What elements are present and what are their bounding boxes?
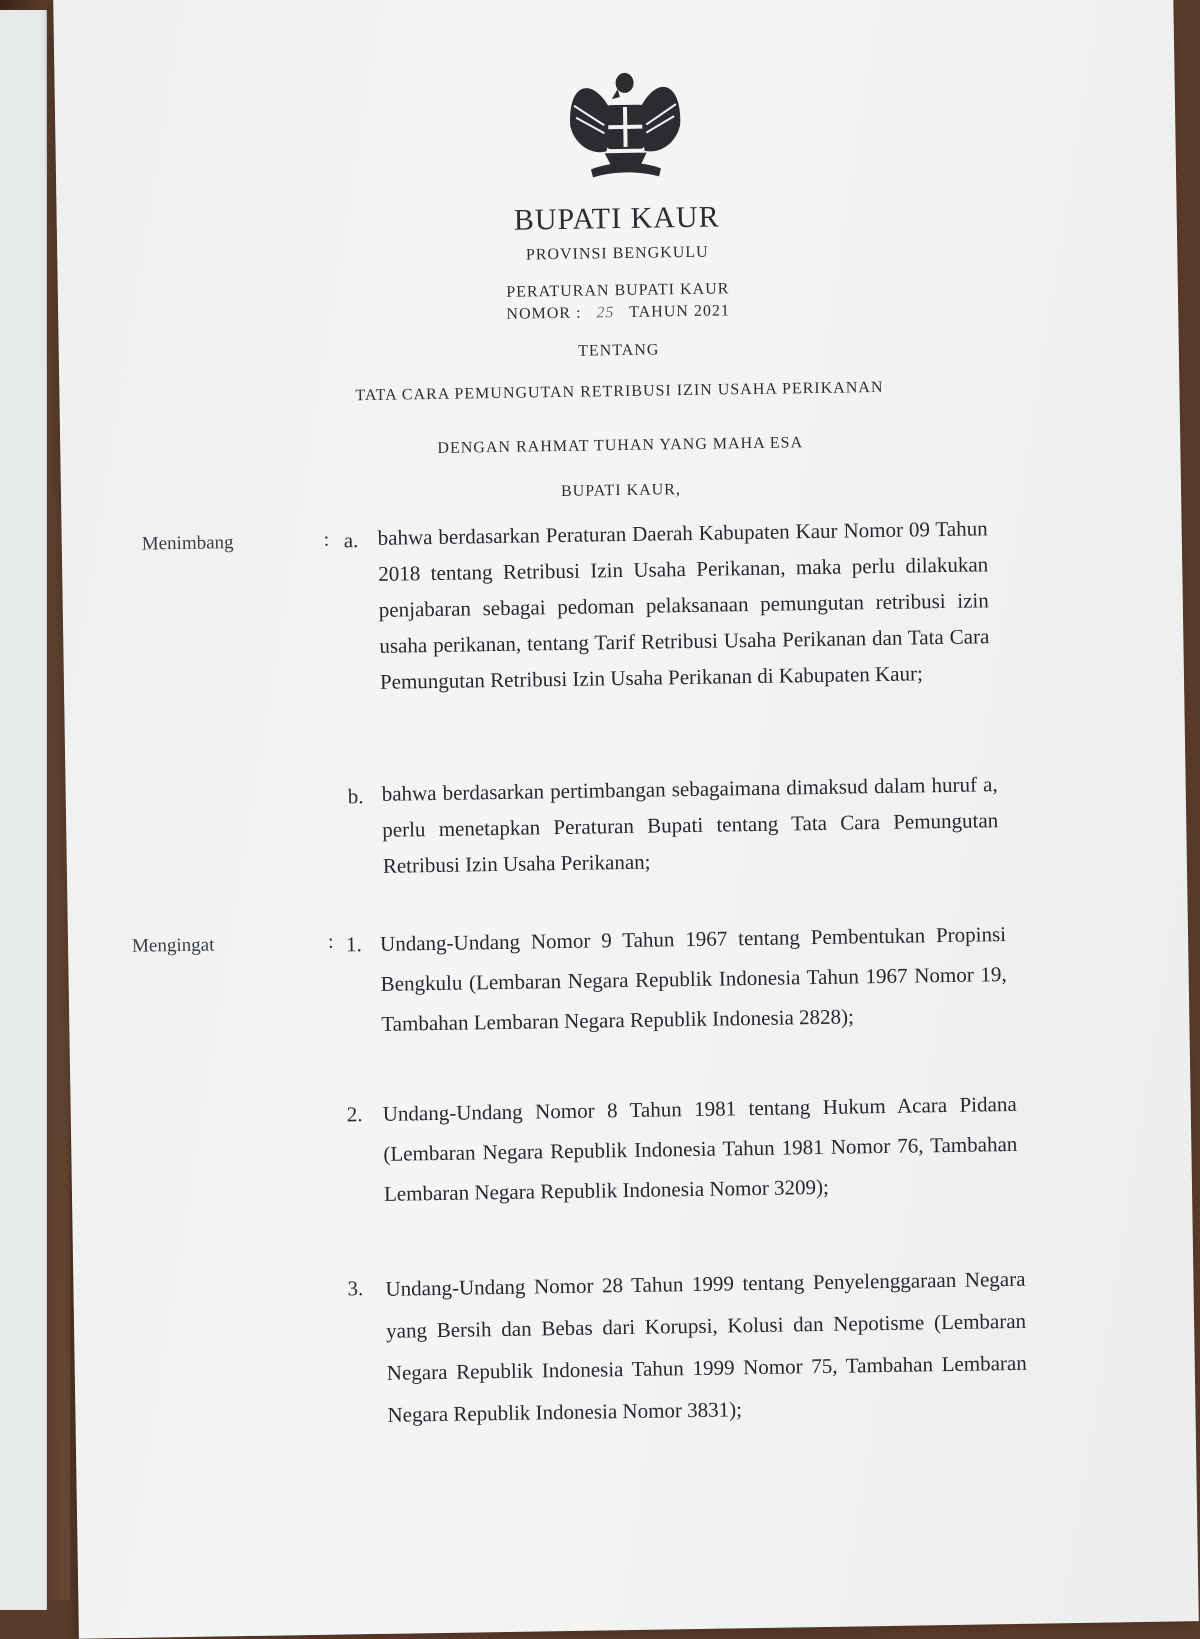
menimbang-marker-b: b. [347, 784, 364, 809]
mengingat-item-3: Undang-Undang Nomor 28 Tahun 1999 tentang Penyelenggaraan Negara yang Bersih dan Bebas dari Korupsi, Kolusi dan Nepotisme (Lembaran Negara Republik Indonesia Tahun 1999 Nomor 75, Tambahan Lembaran Negara Republik Indonesia Nomor 3831); [385, 1266, 1027, 1427]
underlying-paper-sheet [0, 10, 47, 1610]
mengingat-item-2: Undang-Undang Nomor 8 Tahun 1981 tentang Hukum Acara Pidana (Lembaran Negara Republik Indonesia Tahun 1981 Nomor 76, Tambahan Lembaran Negara Republik Indonesia Nomor 3209); [382, 1091, 1018, 1206]
regulation-number: 25 [596, 304, 615, 322]
mengingat-label: Mengingat [131, 934, 215, 957]
menimbang-item-a: bahwa berdasarkan Peraturan Daerah Kabupaten Kaur Nomor 09 Tahun 2018 tentang Retribusi Izin Usaha Perikanan, maka perlu dilakukan penjabaran sebagai pedoman pelaksanaan pemungutan retribusi izin usaha perikanan, tentang Tarif Retribusi Usaha Perikanan dan Tata Cara Pemungutan Retribusi Izin Usaha Perikanan di Kabupaten Kaur; [377, 516, 990, 694]
menimbang-marker-a: a. [343, 528, 359, 553]
regulation-type: PERATURAN BUPATI KAUR [506, 280, 730, 301]
province-name: PROVINSI BENGKULU [525, 243, 709, 264]
issuer-title: BUPATI KAUR [513, 200, 720, 237]
tentang-heading: TENTANG [578, 341, 660, 360]
garuda-emblem-icon [559, 64, 691, 191]
menimbang-label: Menimbang [141, 532, 234, 555]
mengingat-item-1: Undang-Undang Nomor 9 Tahun 1967 tentang Pembentukan Propinsi Bengkulu (Lembaran Negara Republik Indonesia Tahun 1967 Nomor 19, Tambahan Lembaran Negara Republik Indonesia 2828); [379, 922, 1007, 1036]
number-prefix: NOMOR : [506, 304, 582, 323]
document-page [53, 0, 1199, 1639]
mengingat-marker-3: 3. [347, 1276, 364, 1301]
regulation-subject: TATA CARA PEMUNGUTAN RETRIBUSI IZIN USAHA PERIKANAN [355, 378, 884, 405]
menimbang-item-b: bahwa berdasarkan pertimbangan sebagaimana dimaksud dalam huruf a, perlu menetapkan Peraturan Bupati tentang Tata Cara Pemungutan Retribusi Izin Usaha Perikanan; [381, 772, 999, 878]
preamble-rahmat: DENGAN RAHMAT TUHAN YANG MAHA ESA [437, 434, 804, 457]
mengingat-marker-2: 2. [346, 1102, 363, 1127]
mengingat-colon: : [327, 930, 334, 953]
menimbang-colon: : [323, 528, 330, 551]
regulation-year: TAHUN 2021 [629, 302, 731, 321]
mengingat-marker-1: 1. [345, 932, 363, 957]
preamble-bupati: BUPATI KAUR, [560, 481, 682, 500]
